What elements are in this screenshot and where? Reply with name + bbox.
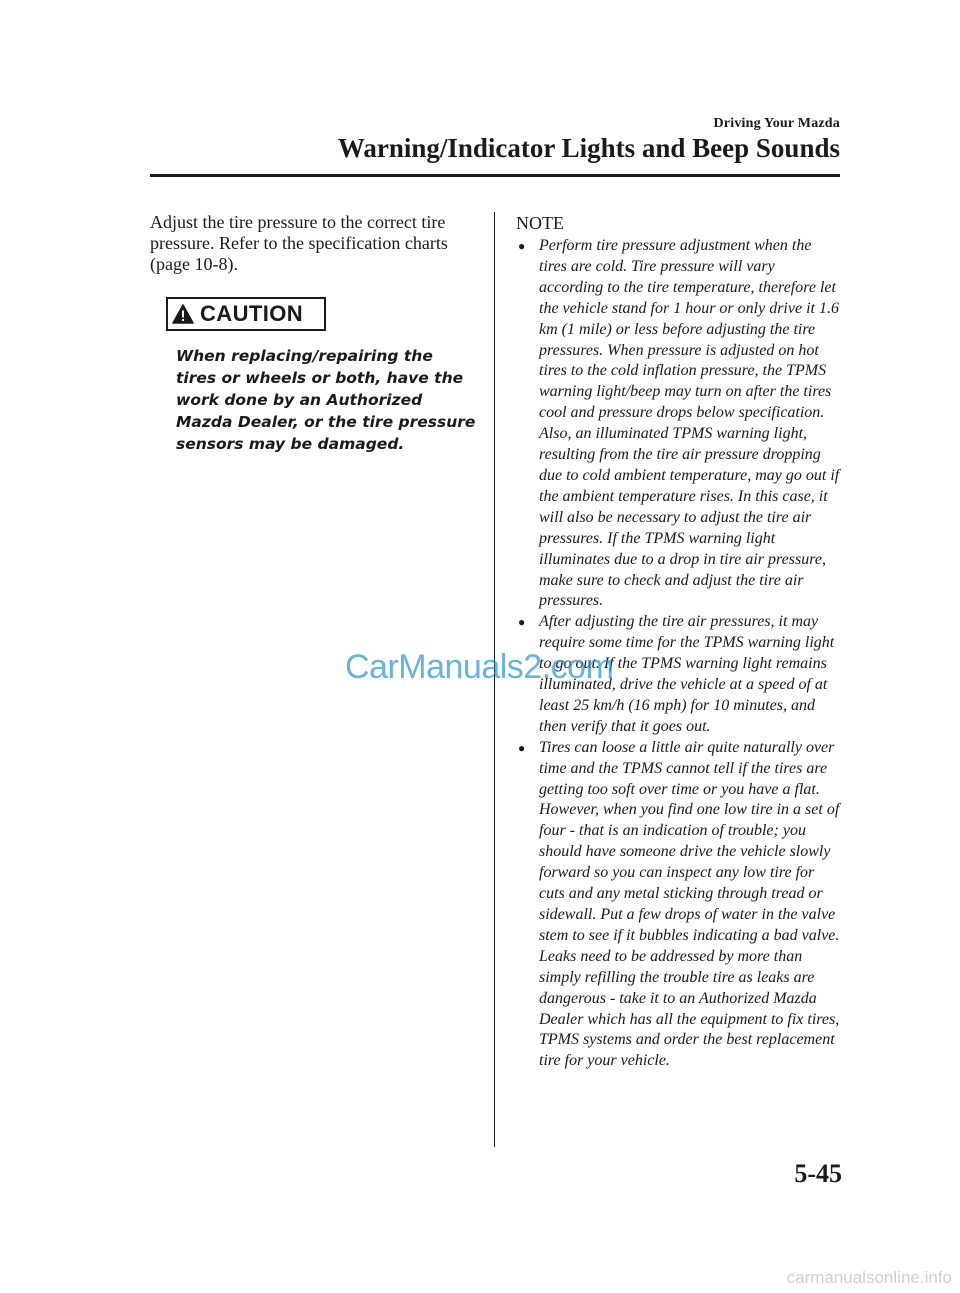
- caution-label: CAUTION: [200, 301, 304, 326]
- note-item-text: After adjusting the tire air pressures, it may require some time for the TPMS warning light to go out. If the TPMS warning light remains illuminated, drive the vehicle at a speed of at least 25 km/h (16 mph) for 10 minutes, and then verify that it goes out.: [539, 613, 835, 735]
- note-item: [512, 236, 842, 612]
- section-title: Driving Your Mazda: [713, 116, 840, 131]
- caution-text: When replacing/repairing the tires or wheels or both, have the work done by an Authorized Mazda Dealer, or the tire pressure sensors may be damaged.: [176, 347, 476, 453]
- bullet-icon: ●: [518, 615, 526, 630]
- bullet-icon: ●: [518, 239, 526, 253]
- header-divider: [150, 174, 840, 177]
- page-number: 5-45: [794, 1159, 842, 1188]
- warning-triangle-icon: [172, 304, 194, 324]
- note-item-text: Perform tire pressure adjustment when the tires are cold. Tire pressure will vary according to the tire temperature, therefore let the vehicle stand for 1 hour or only drive it 1.6 km (1 mile) or less before adjusting the tire pressures. When pressure is adjusted on hot tires to the cold inflation pressure, the TPMS warning light/beep may turn on after the tires cool and pressure drops below specification. Also, an illuminated TPMS warning light, resulting from the tire air pressure dropping due to cold ambient temperature, may go out if the ambient temperature rises. In this case, it will also be necessary to adjust the tire air pressures. If the TPMS warning light illuminates due to a drop in tire air pressure, make sure to check and adjust the tire air pressures.: [539, 237, 840, 610]
- footer-watermark: carmanualsonline.info: [786, 1268, 952, 1287]
- bullet-icon: ●: [518, 740, 526, 755]
- page-title: Warning/Indicator Lights and Beep Sounds: [337, 133, 840, 163]
- note-item: [512, 738, 842, 1073]
- caution-box: [166, 297, 326, 331]
- note-item-text: Tires can loose a little air quite naturally over time and the TPMS cannot tell if the tires are getting too soft over time or you have a flat. However, when you find one low tire in a set of four - that is an indication of trouble; you should have someone drive the vehicle slowly forward so you can inspect any low tire for cuts and any metal sticking through tread or sidewall. Put a few drops of water in the valve stem to see if it bubbles indicating a bad valve. Leaks need to be addressed by more than simply refilling the trouble tire as leaks are dangerous - take it to an Authorized Mazda Dealer which has all the equipment to fix tires, TPMS systems and order the best replacement tire for your vehicle.: [539, 738, 840, 1070]
- note-label: NOTE: [516, 213, 564, 233]
- intro-paragraph: Adjust the tire pressure to the correct tire pressure. Refer to the specification charts (page 10-8).: [150, 212, 448, 274]
- right-column: [512, 212, 842, 1072]
- watermark: CarManuals2.com: [345, 648, 614, 686]
- left-column: [150, 212, 480, 455]
